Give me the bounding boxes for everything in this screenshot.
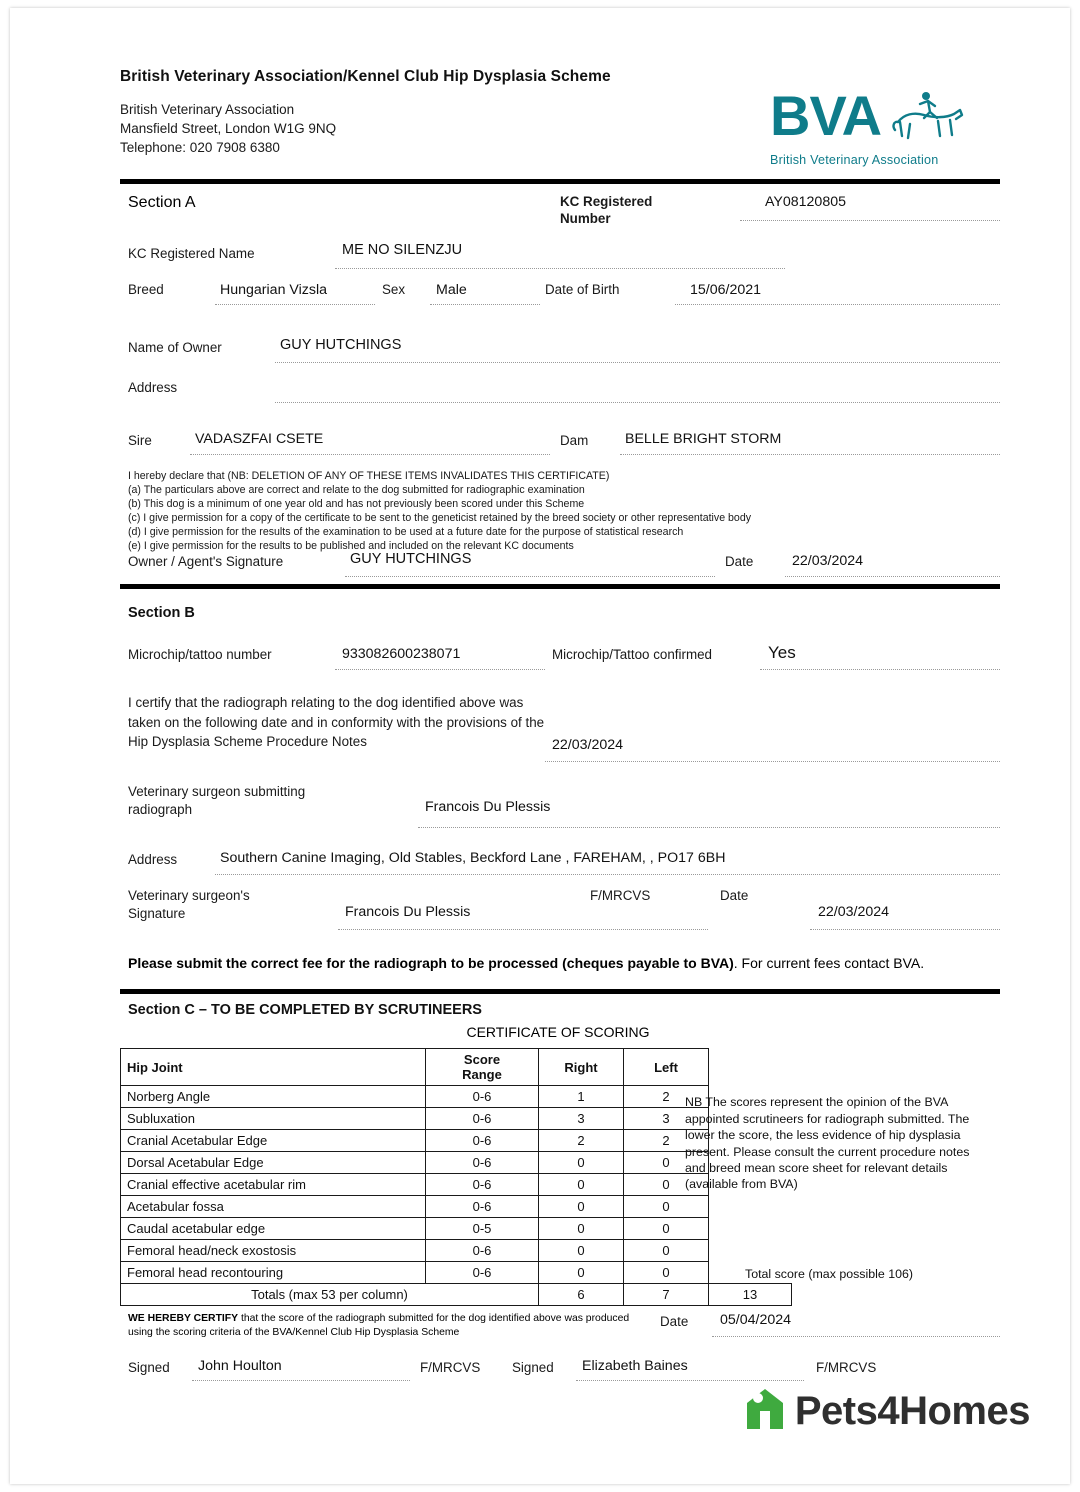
declaration-block (128, 470, 998, 554)
hereby-certify-text (128, 1312, 648, 1339)
section-c-divider (120, 989, 1000, 994)
microchip-value: 933082600238071 (342, 646, 461, 663)
fee-notice-rest: . For current fees contact BVA. (733, 955, 925, 972)
section-a (120, 184, 1000, 584)
col-right: Right (539, 1049, 624, 1086)
vet-submitting-underline (418, 827, 1000, 828)
scrutineer-date-value: 05/04/2024 (720, 1312, 792, 1329)
sex-label: Sex (382, 282, 406, 298)
dam-underline (620, 454, 1000, 455)
fee-notice (128, 954, 988, 974)
cell-joint: Acetabular fossa (121, 1196, 426, 1218)
microchip-confirmed-value: Yes (768, 643, 796, 663)
owner-signature-label: Owner / Agent's Signature (128, 554, 284, 570)
cell-left: 0 (624, 1240, 709, 1262)
breed-underline (215, 304, 375, 305)
sire-label: Sire (128, 433, 152, 449)
cell-joint: Cranial Acetabular Edge (121, 1130, 426, 1152)
cell-joint: Dorsal Acetabular Edge (121, 1152, 426, 1174)
sex-value: Male (436, 282, 467, 299)
org-name: British Veterinary Association (120, 102, 295, 117)
microchip-confirmed-underline (760, 669, 1000, 670)
microchip-label: Microchip/tattoo number (128, 647, 272, 663)
cell-right: 1 (539, 1086, 624, 1108)
dob-underline (675, 304, 1000, 305)
bva-logo-subtitle: British Veterinary Association (770, 153, 939, 167)
section-a-label: Section A (128, 194, 196, 212)
kc-number-value: AY08120805 (765, 194, 846, 211)
certify-date-underline (545, 761, 1000, 762)
cell-right: 0 (539, 1174, 624, 1196)
owner-value: GUY HUTCHINGS (280, 337, 402, 354)
org-street: Mansfield Street, London W1G 9NQ (120, 121, 337, 137)
dam-value: BELLE BRIGHT STORM (625, 431, 782, 448)
table-row (121, 1240, 792, 1262)
owner-date-value: 22/03/2024 (792, 553, 864, 570)
breed-value: Hungarian Vizsla (220, 282, 327, 299)
owner-underline (275, 362, 1000, 363)
cell-range: 0-6 (426, 1108, 539, 1130)
cell-joint: Femoral head recontouring (121, 1262, 426, 1284)
scrutineer-date-underline (712, 1336, 1000, 1337)
microchip-confirmed-label: Microchip/Tattoo confirmed (552, 647, 713, 663)
sire-value: VADASZFAI CSETE (195, 431, 324, 448)
cell-right: 0 (539, 1218, 624, 1240)
scrutineer-note: NB The scores represent the opinion of the BVA appointed scrutineers for radiograph submitted. The lower the score, the less evidence of hip dysplasia present. Please consult the current procedure notes and breed mean score sheet for relevant details (available from BVA) (685, 1095, 970, 1192)
cell-left: 0 (624, 1196, 709, 1218)
org-telephone: Telephone: 020 7908 6380 (120, 140, 280, 156)
pets4homes-house-icon (745, 1387, 785, 1436)
declaration-line: (c) I give permission for a copy of the certificate to be sent to the geneticist retained by the breed society or other representative body (128, 512, 752, 525)
totals-label: Totals (max 53 per column) (121, 1284, 539, 1306)
owner-address-label: Address (128, 380, 178, 396)
cell-right: 0 (539, 1152, 624, 1174)
vet-qualification: F/MRCVS (590, 888, 651, 904)
col-left: Left (624, 1049, 709, 1086)
cell-range: 0-6 (426, 1196, 539, 1218)
kc-name-label: KC Registered Name (128, 246, 255, 262)
signed-qualification-2: F/MRCVS (816, 1360, 877, 1376)
vet-submitting-label: Veterinary surgeon submitting (128, 784, 306, 800)
cell-right: 0 (539, 1196, 624, 1218)
sex-underline (430, 304, 540, 305)
declaration-line: (b) This dog is a minimum of one year old and has not previously been scored under this Scheme (128, 498, 585, 511)
table-row (121, 1218, 792, 1240)
totals-left: 7 (624, 1284, 709, 1306)
hereby-certify-bold: WE HEREBY CERTIFY (128, 1313, 239, 1325)
kc-name-underline (335, 268, 785, 269)
declaration-line: I hereby declare that (NB: DELETION OF ANY OF THESE ITEMS INVALIDATES THIS CERTIFICATE) (128, 470, 610, 483)
totals-row (121, 1284, 792, 1306)
col-score-range: Score Range (426, 1049, 539, 1086)
owner-label: Name of Owner (128, 340, 222, 356)
sire-underline (190, 454, 550, 455)
table-row (121, 1262, 792, 1284)
declaration-line: (a) The particulars above are correct and relate to the dog submitted for radiographic examination (128, 484, 585, 497)
vet-address-value: Southern Canine Imaging, Old Stables, Beckford Lane , FAREHAM, , PO17 6BH (220, 850, 726, 867)
vet-date-label: Date (720, 888, 749, 904)
owner-address-underline (275, 402, 1000, 403)
microchip-underline (335, 669, 545, 670)
certificate-of-scoring-title: CERTIFICATE OF SCORING (466, 1024, 650, 1041)
vet-signature-underline (338, 929, 708, 930)
cell-range: 0-6 (426, 1130, 539, 1152)
cell-left: 2 (624, 1130, 709, 1152)
signed-qualification-1: F/MRCVS (420, 1360, 481, 1376)
owner-signature-underline (345, 576, 715, 577)
cell-left: 3 (624, 1108, 709, 1130)
owner-date-underline (785, 576, 1000, 577)
signed-value-2: Elizabeth Baines (582, 1358, 688, 1375)
table-row (121, 1196, 792, 1218)
vet-date-underline (810, 929, 1000, 930)
owner-date-label: Date (725, 554, 754, 570)
signed-label-2: Signed (512, 1360, 554, 1376)
kc-number-label-2: Number (560, 211, 611, 227)
signed-value-1: John Houlton (198, 1358, 282, 1375)
certify-date-value: 22/03/2024 (552, 737, 624, 754)
cell-right: 3 (539, 1108, 624, 1130)
cell-right: 0 (539, 1262, 624, 1284)
cell-right: 0 (539, 1240, 624, 1262)
cell-range: 0-6 (426, 1262, 539, 1284)
cell-range: 0-5 (426, 1218, 539, 1240)
certificate-content (120, 68, 1000, 1376)
declaration-line: (d) I give permission for the results of the examination to be used at a future date for the purpose of statistical research (128, 526, 684, 539)
hereby-certify-rest: that the score of the radiograph submitted for the dog identified above was produced using the scoring criteria of the BVA/Kennel Club Hip Dysplasia Scheme (128, 1313, 630, 1339)
horse-rider-icon (890, 88, 968, 149)
vet-signature-label: Veterinary surgeon's (128, 888, 250, 904)
dam-label: Dam (560, 433, 589, 449)
cell-range: 0-6 (426, 1152, 539, 1174)
cell-left: 0 (624, 1218, 709, 1240)
total-score-note: Total score (max possible 106) (745, 1267, 914, 1282)
cell-joint: Caudal acetabular edge (121, 1218, 426, 1240)
bva-logo-text: BVA (770, 84, 882, 147)
cell-joint: Cranial effective acetabular rim (121, 1174, 426, 1196)
section-c-label: Section C – TO BE COMPLETED BY SCRUTINEERS (128, 1002, 482, 1019)
pets4homes-wordmark: Pets4Homes (794, 1389, 1030, 1433)
totals-right: 6 (539, 1284, 624, 1306)
cell-joint: Subluxation (121, 1108, 426, 1130)
bva-logo (770, 84, 1000, 167)
signed-label-1: Signed (128, 1360, 170, 1376)
vet-submitting-value: Francois Du Plessis (425, 799, 551, 816)
breed-label: Breed (128, 282, 164, 298)
pets4homes-watermark (745, 1387, 1030, 1436)
certificate-sheet (10, 8, 1070, 1484)
col-hip-joint: Hip Joint (121, 1049, 426, 1086)
dob-value: 15/06/2021 (690, 282, 762, 299)
cell-range: 0-6 (426, 1086, 539, 1108)
owner-signature-value: GUY HUTCHINGS (350, 551, 472, 568)
cell-left: 0 (624, 1152, 709, 1174)
section-b-label: Section B (128, 605, 195, 622)
vet-submitting-label-2: radiograph (128, 802, 193, 818)
table-header-row (121, 1049, 792, 1086)
vet-signature-label-2: Signature (128, 906, 186, 922)
kc-number-label: KC Registered (560, 194, 653, 210)
section-b (120, 589, 1000, 989)
signed-underline-2 (576, 1380, 804, 1381)
totals-sum: 13 (709, 1284, 792, 1306)
declaration-line: (e) I give permission for the results to be published and included on the relevant KC documents (128, 540, 574, 553)
signed-underline-1 (192, 1380, 410, 1381)
dob-label: Date of Birth (545, 282, 620, 298)
cell-left: 2 (624, 1086, 709, 1108)
kc-name-value: ME NO SILENZJU (342, 242, 463, 259)
vet-address-label: Address (128, 852, 178, 868)
cell-range: 0-6 (426, 1240, 539, 1262)
vet-address-underline (215, 874, 1000, 875)
cell-right: 2 (539, 1130, 624, 1152)
vet-date-value: 22/03/2024 (818, 904, 890, 921)
cell-left: 0 (624, 1174, 709, 1196)
cell-joint: Femoral head/neck exostosis (121, 1240, 426, 1262)
fee-notice-bold: Please submit the correct fee for the radiograph to be processed (cheques payable to BVA) (128, 955, 734, 972)
kc-number-underline (740, 220, 1000, 221)
certify-text: I certify that the radiograph relating to the dog identified above was taken on the following date and in conformity with the provisions of the Hip Dysplasia Scheme Procedure Notes (128, 695, 545, 750)
vet-signature-value: Francois Du Plessis (345, 904, 471, 921)
cell-left: 0 (624, 1262, 709, 1284)
cell-range: 0-6 (426, 1174, 539, 1196)
scrutineer-date-label: Date (660, 1314, 689, 1330)
cell-joint: Norberg Angle (121, 1086, 426, 1108)
page-title: British Veterinary Association/Kennel Club Hip Dysplasia Scheme (120, 68, 611, 85)
